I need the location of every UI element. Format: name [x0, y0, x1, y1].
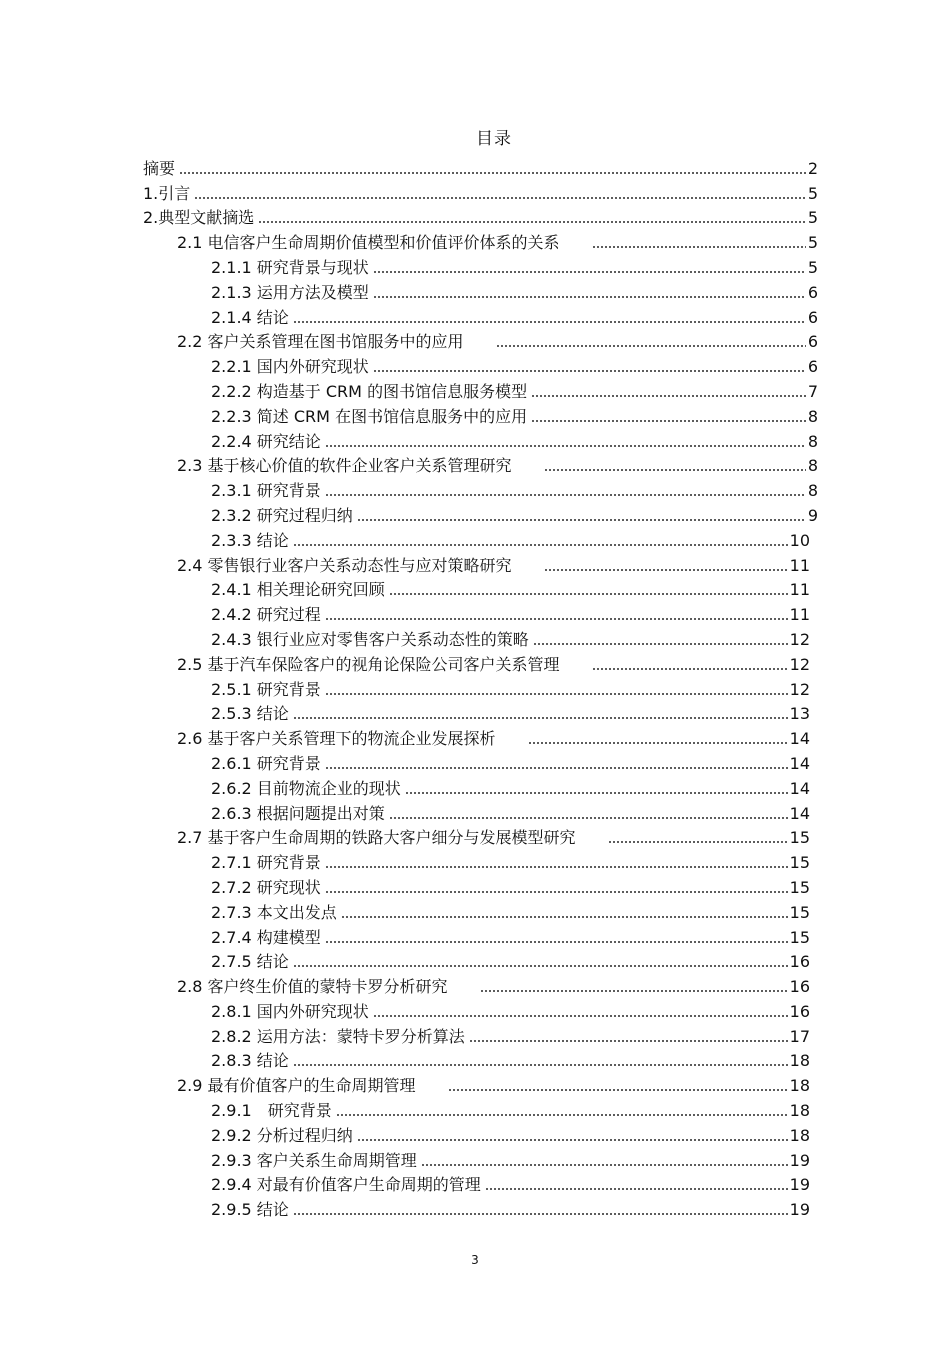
dot-leader	[357, 518, 806, 522]
toc-entry-page: 17	[789, 1026, 810, 1046]
toc-entry[interactable]	[0, 1146, 950, 1171]
toc-entry-page: 11	[789, 605, 810, 625]
toc-entry-label: 2.9.1 研究背景	[211, 1101, 332, 1121]
toc-entry-page: 7	[807, 381, 818, 401]
dot-leader	[325, 890, 788, 894]
toc-entry[interactable]	[0, 253, 950, 278]
dot-leader	[469, 1039, 788, 1043]
dot-leader	[293, 320, 806, 324]
toc-entry-label: 2.6.2 目前物流企业的现状	[211, 778, 401, 798]
toc-entry[interactable]	[0, 749, 950, 774]
toc-entry-page: 18	[789, 1101, 810, 1121]
toc-entry-page: 19	[789, 1200, 810, 1220]
toc-entry[interactable]	[0, 352, 950, 377]
toc-entry-page: 14	[789, 778, 810, 798]
dot-leader	[448, 1088, 788, 1092]
toc-entry-page: 5	[807, 257, 818, 277]
toc-entry-label: 2.9 最有价值客户的生命周期管理	[177, 1076, 416, 1096]
dot-leader	[293, 964, 788, 968]
dot-leader	[592, 667, 788, 671]
toc-entry-label: 2.1 电信客户生命周期价值模型和价值评价体系的关系	[177, 233, 560, 253]
toc-entry-page: 14	[789, 729, 810, 749]
dot-leader	[544, 468, 806, 472]
toc-entry-label: 2.7 基于客户生命周期的铁路大客户细分与发展模型研究	[177, 828, 576, 848]
toc-entry-label: 2.9.5 结论	[211, 1200, 289, 1220]
toc-entry-page: 5	[807, 183, 818, 203]
toc-entry-label: 2.8 客户终生价值的蒙特卡罗分析研究	[177, 977, 448, 997]
dot-leader	[608, 840, 788, 844]
toc-entry-page: 16	[789, 952, 810, 972]
toc-entry[interactable]	[0, 278, 950, 303]
toc-entry[interactable]	[0, 328, 950, 353]
toc-entry[interactable]	[0, 179, 950, 204]
dot-leader	[179, 171, 806, 175]
toc-entry-label: 2.5 基于汽车保险客户的视角论保险公司客户关系管理	[177, 654, 560, 674]
toc-entry-label: 2.9.4 对最有价值客户生命周期的管理	[211, 1175, 481, 1195]
dot-leader	[389, 816, 788, 820]
toc-entry-label: 1.引言	[143, 183, 191, 203]
dot-leader	[194, 196, 806, 200]
toc-entry[interactable]	[0, 1195, 950, 1220]
toc-entry-label: 2.8.1 国内外研究现状	[211, 1001, 369, 1021]
toc-entry[interactable]	[0, 873, 950, 898]
toc-entry-page: 19	[789, 1175, 810, 1195]
toc-entry-label: 2.典型文献摘选	[143, 208, 255, 228]
dot-leader	[485, 1187, 788, 1191]
toc-entry-label: 2.7.1 研究背景	[211, 853, 321, 873]
toc-entry[interactable]	[0, 551, 950, 576]
toc-entry-page: 2	[807, 158, 818, 178]
toc-entry[interactable]	[0, 1121, 950, 1146]
toc-entry-page: 14	[789, 753, 810, 773]
toc-entry-label: 2.3.3 结论	[211, 530, 289, 550]
toc-entry[interactable]	[0, 402, 950, 427]
toc-entry-page: 8	[807, 406, 818, 426]
dot-leader	[325, 617, 788, 621]
toc-entry[interactable]	[0, 972, 950, 997]
page-number: 3	[471, 1253, 479, 1267]
dot-leader	[480, 989, 788, 993]
dot-leader	[373, 369, 806, 373]
toc-entry-label: 2.6.3 根据问题提出对策	[211, 803, 385, 823]
toc-entry[interactable]	[0, 427, 950, 452]
toc-entry[interactable]	[0, 700, 950, 725]
toc-entry-label: 2.6.1 研究背景	[211, 753, 321, 773]
toc-entry[interactable]	[0, 303, 950, 328]
toc-entry-page: 12	[789, 654, 810, 674]
dot-leader	[293, 1212, 788, 1216]
toc-entry[interactable]	[0, 476, 950, 501]
toc-entry[interactable]	[0, 997, 950, 1022]
toc-entry[interactable]	[0, 1071, 950, 1096]
toc-entry-label: 2.4.1 相关理论研究回顾	[211, 580, 385, 600]
toc-entry[interactable]	[0, 650, 950, 675]
toc-entry-label: 2.2 客户关系管理在图书馆服务中的应用	[177, 332, 464, 352]
toc-entry[interactable]	[0, 898, 950, 923]
dot-leader	[357, 1138, 788, 1142]
toc-entry[interactable]	[0, 501, 950, 526]
dot-leader	[325, 493, 806, 497]
toc-entry-label: 2.2.1 国内外研究现状	[211, 357, 369, 377]
dot-leader	[293, 716, 788, 720]
toc-entry[interactable]	[0, 1022, 950, 1047]
toc-entry[interactable]	[0, 923, 950, 948]
toc-entry[interactable]	[0, 452, 950, 477]
toc-entry-page: 15	[789, 927, 810, 947]
toc-entry-label: 2.1.1 研究背景与现状	[211, 257, 369, 277]
toc-entry[interactable]	[0, 377, 950, 402]
toc-entry-page: 15	[789, 877, 810, 897]
toc-entry-page: 14	[789, 803, 810, 823]
toc-entry-label: 2.5.3 结论	[211, 704, 289, 724]
dot-leader	[373, 1014, 788, 1018]
toc-entry[interactable]	[0, 526, 950, 551]
toc-entry-page: 10	[789, 530, 810, 550]
toc-entry-label: 2.1.4 结论	[211, 307, 289, 327]
dot-leader	[293, 543, 788, 547]
toc-entry[interactable]	[0, 1047, 950, 1072]
toc-entry-page: 5	[807, 233, 818, 253]
toc-entry-page: 6	[807, 307, 818, 327]
toc-entry-label: 2.9.2 分析过程归纳	[211, 1125, 353, 1145]
dot-leader	[293, 1063, 788, 1067]
toc-entry-label: 2.4.2 研究过程	[211, 605, 321, 625]
dot-leader	[341, 915, 788, 919]
toc-entry-label: 2.7.4 构建模型	[211, 927, 321, 947]
dot-leader	[373, 270, 806, 274]
toc-entry[interactable]	[0, 799, 950, 824]
dot-leader	[592, 245, 806, 249]
toc-entry[interactable]	[0, 948, 950, 973]
dot-leader	[325, 444, 806, 448]
toc-entry-page: 8	[807, 431, 818, 451]
toc-entry[interactable]	[0, 154, 950, 179]
toc-title: 目录	[476, 129, 512, 149]
toc-entry[interactable]	[0, 1096, 950, 1121]
toc-entry-label: 2.3 基于核心价值的软件企业客户关系管理研究	[177, 456, 512, 476]
dot-leader	[496, 344, 806, 348]
toc-entry-label: 2.4 零售银行业客户关系动态性与应对策略研究	[177, 555, 512, 575]
toc-entry-label: 2.6 基于客户关系管理下的物流企业发展探析	[177, 729, 496, 749]
dot-leader	[531, 394, 806, 398]
toc-entry-label: 2.1.3 运用方法及模型	[211, 282, 369, 302]
toc-entry-page: 8	[807, 481, 818, 501]
toc-entry-label: 2.2.2 构造基于 CRM 的图书馆信息服务模型	[211, 381, 528, 401]
dot-leader	[544, 568, 788, 572]
dot-leader	[258, 220, 806, 224]
toc-entry-label: 2.4.3 银行业应对零售客户关系动态性的策略	[211, 629, 529, 649]
toc-entry-page: 19	[789, 1150, 810, 1170]
table-of-contents	[0, 154, 950, 1220]
toc-entry-label: 2.3.2 研究过程归纳	[211, 505, 353, 525]
toc-entry-label: 2.9.3 客户关系生命周期管理	[211, 1150, 417, 1170]
toc-entry-label: 2.8.3 结论	[211, 1051, 289, 1071]
toc-entry-page: 18	[789, 1076, 810, 1096]
toc-entry-page: 15	[789, 853, 810, 873]
toc-entry-page: 8	[807, 456, 818, 476]
toc-entry-label: 2.2.3 简述 CRM 在图书馆信息服务中的应用	[211, 406, 528, 426]
toc-entry-page: 18	[789, 1051, 810, 1071]
toc-entry-page: 12	[789, 629, 810, 649]
toc-entry[interactable]	[0, 600, 950, 625]
toc-entry[interactable]	[0, 576, 950, 601]
toc-entry[interactable]	[0, 824, 950, 849]
toc-entry-page: 15	[789, 828, 810, 848]
dot-leader	[533, 642, 788, 646]
toc-entry-label: 2.5.1 研究背景	[211, 679, 321, 699]
toc-entry-page: 12	[789, 679, 810, 699]
toc-entry-label: 2.7.3 本文出发点	[211, 902, 337, 922]
toc-entry-label: 摘要	[143, 158, 176, 178]
toc-entry[interactable]	[0, 625, 950, 650]
toc-entry[interactable]	[0, 1171, 950, 1196]
dot-leader	[528, 741, 788, 745]
toc-entry[interactable]	[0, 675, 950, 700]
toc-entry[interactable]	[0, 228, 950, 253]
dot-leader	[325, 692, 788, 696]
dot-leader	[336, 1113, 788, 1117]
dot-leader	[389, 592, 788, 596]
toc-entry-page: 6	[807, 357, 818, 377]
dot-leader	[405, 791, 788, 795]
toc-entry-label: 2.8.2 运用方法：蒙特卡罗分析算法	[211, 1026, 465, 1046]
toc-entry-page: 18	[789, 1125, 810, 1145]
toc-entry-page: 15	[789, 902, 810, 922]
dot-leader	[325, 766, 788, 770]
toc-entry-page: 9	[807, 505, 818, 525]
toc-entry-label: 2.3.1 研究背景	[211, 481, 321, 501]
toc-entry[interactable]	[0, 774, 950, 799]
toc-entry[interactable]	[0, 848, 950, 873]
toc-entry-page: 16	[789, 977, 810, 997]
dot-leader	[325, 940, 788, 944]
toc-entry-label: 2.7.5 结论	[211, 952, 289, 972]
toc-entry-page: 11	[789, 580, 810, 600]
toc-entry-page: 13	[789, 704, 810, 724]
toc-entry-page: 6	[807, 332, 818, 352]
dot-leader	[325, 865, 788, 869]
toc-entry-page: 6	[807, 282, 818, 302]
toc-entry[interactable]	[0, 204, 950, 229]
toc-entry-page: 5	[807, 208, 818, 228]
toc-entry-page: 16	[789, 1001, 810, 1021]
toc-entry-label: 2.7.2 研究现状	[211, 877, 321, 897]
toc-entry[interactable]	[0, 724, 950, 749]
toc-entry-page: 11	[789, 555, 810, 575]
dot-leader	[531, 419, 806, 423]
dot-leader	[421, 1163, 788, 1167]
dot-leader	[373, 295, 806, 299]
toc-entry-label: 2.2.4 研究结论	[211, 431, 321, 451]
